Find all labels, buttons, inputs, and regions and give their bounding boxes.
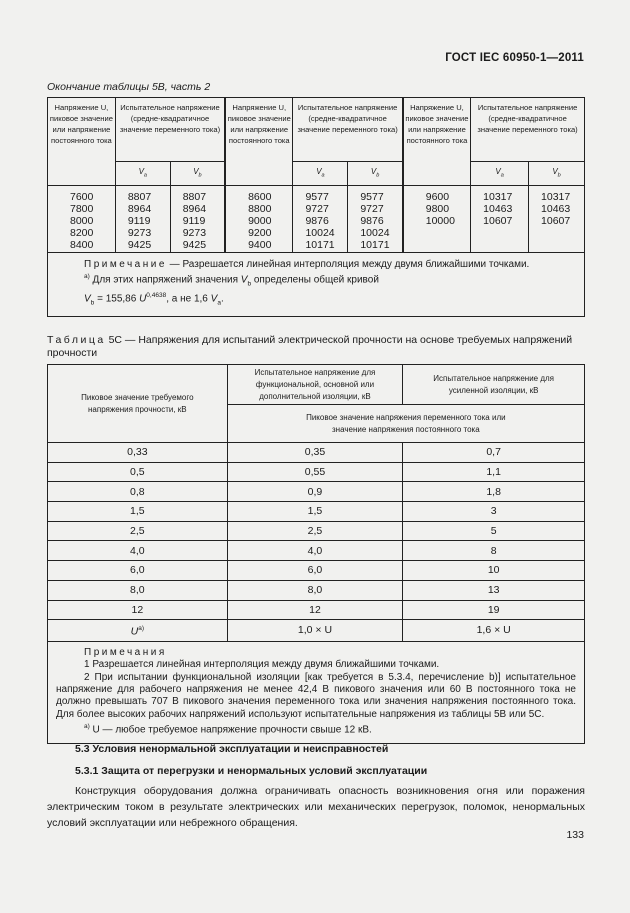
section-heading-5-3: 5.3 Условия ненормальной эксплуатации и неисправностей xyxy=(75,743,389,755)
table-row xyxy=(48,443,585,463)
table-cell: 8,0 xyxy=(48,580,228,600)
table-5c-caption: Таблица 5С — Напряжения для испытаний электрической прочности на основе требуемых напряжений прочности xyxy=(47,334,573,359)
cell-list-vb: 10317 10463 10607 xyxy=(529,186,585,253)
table-row xyxy=(48,541,585,561)
table-row xyxy=(48,502,585,522)
table-cell: 0,33 xyxy=(48,443,228,463)
table-cell: 0,7 xyxy=(403,443,585,463)
table-cell: 19 xyxy=(403,600,585,620)
cell-list-vb: 8807 8964 9119 9273 9425 xyxy=(170,186,225,253)
subheader-vb: $V_b$ xyxy=(348,162,403,186)
table-cell: 13 xyxy=(403,580,585,600)
table-row xyxy=(48,600,585,620)
table-cell: 6,0 xyxy=(227,561,403,581)
table-cell: 1,8 xyxy=(403,482,585,502)
table-cell: 1,5 xyxy=(48,502,228,522)
table-cell: $U^{a)}$ xyxy=(48,620,228,642)
col-header-reinforced-insulation: Испытательное напряжение для усиленной изоляции, кВ xyxy=(403,365,585,405)
table-row xyxy=(48,462,585,482)
table-row xyxy=(48,580,585,600)
table-cell: 8,0 xyxy=(227,580,403,600)
table-cell: 3 xyxy=(403,502,585,522)
table-cell: 0,9 xyxy=(227,482,403,502)
col-header-voltage-u: Напряжение U, пиковое значение или напряжение постоянного тока xyxy=(48,98,116,186)
subheader-va: $V_a$ xyxy=(293,162,348,186)
col-header-test-voltage: Испытательное напряжение (средне-квадратичное значение переменного тока) xyxy=(293,98,403,162)
table-cell: 0,5 xyxy=(48,462,228,482)
table-cell: 0,8 xyxy=(48,482,228,502)
document-header: ГОСТ IEC 60950-1—2011 xyxy=(445,52,584,64)
table-row xyxy=(48,482,585,502)
subheader-vb: $V_b$ xyxy=(170,162,225,186)
table-cell: 10 xyxy=(403,561,585,581)
table-cell: 4,0 xyxy=(48,541,228,561)
subheader-va: $V_a$ xyxy=(115,162,170,186)
table-5c-notes: Примечания 1 Разрешается линейная интерполяция между двумя ближайшими точками. 2 При испытании функциональной изоляции [как требуется в 5.3.4, перечисление b)] испытательное напряжение для рабочего напряжения не менее 42,4 В пикового значения или 60 В постоянного тока не должно превышать 707 В пикового значения переменного тока или значения напряжения постоянного тока. Для более высоких рабочих напряжений используют испытательные напряжения из таблицы 5В или 5С. $^{a)}$ U — любое требуемое напряжение прочности свыше 12 кВ. xyxy=(48,641,585,743)
cell-list-u: 9600 9800 10000 xyxy=(403,186,471,253)
table-cell: 12 xyxy=(227,600,403,620)
cell-list-vb: 9577 9727 9876 10024 10171 xyxy=(348,186,403,253)
cell-list-va: 10317 10463 10607 xyxy=(471,186,529,253)
table-cell: 4,0 xyxy=(227,541,403,561)
table-row xyxy=(48,620,585,642)
col-header-test-voltage: Испытательное напряжение (средне-квадратичное значение переменного тока) xyxy=(471,98,585,162)
table-cell: 5 xyxy=(403,521,585,541)
table-cell: 6,0 xyxy=(48,561,228,581)
table-cell: 1,5 xyxy=(227,502,403,522)
table-cell: 8 xyxy=(403,541,585,561)
section-heading-5-3-1: 5.3.1 Защита от перегрузки и ненормальных условий эксплуатации xyxy=(75,765,428,777)
body-paragraph: Конструкция оборудования должна ограничивать опасность возникновения огня или поражения электрическим током в результате электрических или механических перегрузок, поломок, ненормальных условий эксплуатации или небрежного обращения. xyxy=(47,785,585,829)
col-header-test-voltage: Испытательное напряжение (средне-квадратичное значение переменного тока) xyxy=(115,98,225,162)
table-cell: 0,35 xyxy=(227,443,403,463)
cell-list-u: 8600 8800 9000 9200 9400 xyxy=(225,186,293,253)
table-cell: 0,55 xyxy=(227,462,403,482)
table-cell: 1,1 xyxy=(403,462,585,482)
table-cell: 2,5 xyxy=(227,521,403,541)
cell-list-u: 7600 7800 8000 8200 8400 xyxy=(48,186,116,253)
table-5c xyxy=(47,364,585,744)
cell-list-va: 9577 9727 9876 10024 10171 xyxy=(293,186,348,253)
table-cell: 2,5 xyxy=(48,521,228,541)
cell-list-va: 8807 8964 9119 9273 9425 xyxy=(115,186,170,253)
col-header-voltage-u: Напряжение U, пиковое значение или напряжение постоянного тока xyxy=(403,98,471,186)
col-header-peak-voltage: Пиковое значение требуемого напряжения прочности, кВ xyxy=(48,365,228,443)
subheader-peak-ac-dc: Пиковое значение напряжения переменного тока или значение напряжения постоянного тока xyxy=(227,405,584,443)
col-header-voltage-u: Напряжение U, пиковое значение или напряжение постоянного тока xyxy=(225,98,293,186)
subheader-vb: $V_b$ xyxy=(529,162,585,186)
page-number: 133 xyxy=(566,829,584,841)
table-row xyxy=(48,521,585,541)
table-5b-continuation-caption: Окончание таблицы 5В, часть 2 xyxy=(47,81,211,93)
table-5b-part2 xyxy=(47,97,585,317)
col-header-functional-insulation: Испытательное напряжение для функциональной, основной или дополнительной изоляции, кВ xyxy=(227,365,403,405)
table-cell: 12 xyxy=(48,600,228,620)
subheader-va: $V_a$ xyxy=(471,162,529,186)
table-row xyxy=(48,561,585,581)
table-cell: 1,6 × U xyxy=(403,620,585,642)
table-cell: 1,0 × U xyxy=(227,620,403,642)
table-5b-note: Примечание — Разрешается линейная интерполяция между двумя ближайшими точками. $^{a)}$ Для этих напряжений значения $V_b$ определены общей кривой $V_b = 155,86$ $U^{0,4638}$, а не 1,6 $V_a$. xyxy=(48,253,585,317)
